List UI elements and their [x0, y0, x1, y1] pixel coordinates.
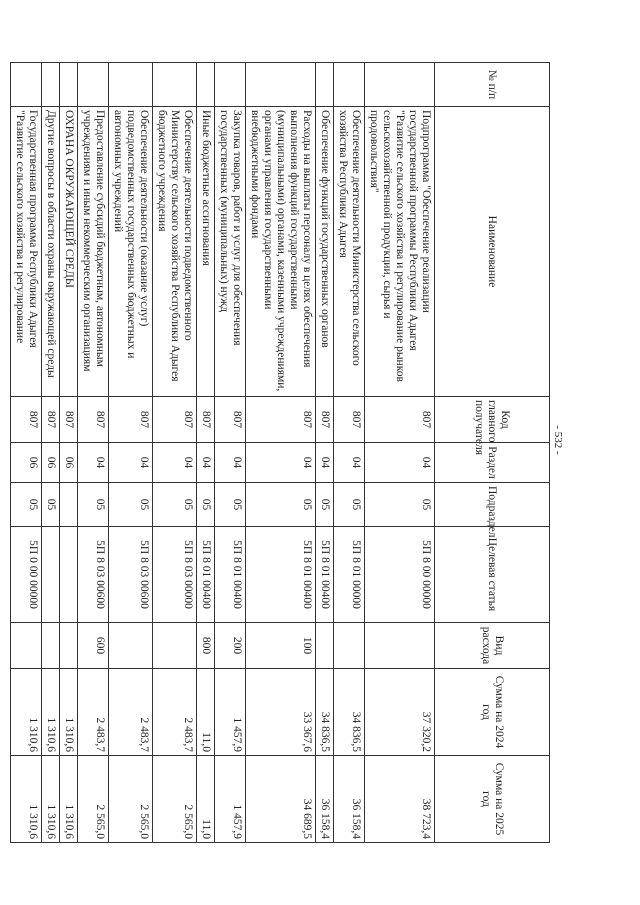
cell-target — [60, 527, 78, 623]
table-row — [365, 63, 435, 843]
table-row — [316, 63, 334, 843]
cell-target: 5П 8 01 00400 — [197, 527, 215, 623]
header-section: Раздел — [435, 443, 550, 483]
cell-section: 04 — [246, 443, 316, 483]
cell-section: 04 — [316, 443, 334, 483]
cell-target: 5П 0 00 00000 — [11, 527, 42, 623]
cell-exptype: 800 — [197, 623, 215, 669]
cell-no — [316, 63, 334, 107]
cell-exptype — [334, 623, 365, 669]
cell-name: Обеспечение функций государственных органов — [316, 107, 334, 397]
cell-subsection: 05 — [215, 483, 246, 527]
cell-subsection: 05 — [109, 483, 153, 527]
cell-name: Расходы на выплаты персоналу в целях обеспечения выполнения функций государственными (муниципальными) органами, казенными учреждениями, органами управления государственными внебюджетными фондами — [246, 107, 316, 397]
table-row — [78, 63, 109, 843]
cell-subsection: 05 — [365, 483, 435, 527]
cell-name: Подпрограмма "Обеспечение реализации государственной программы Республики Адыгея "Развитие сельского хозяйства и регулирование рынков сельскохозяйственной продукции, сырья и продовольствия" — [365, 107, 435, 397]
cell-sum-2025: 36 158,4 — [316, 756, 334, 843]
cell-no — [246, 63, 316, 107]
cell-exptype: 200 — [215, 623, 246, 669]
cell-target: 5П 8 01 00400 — [215, 527, 246, 623]
table-row — [11, 63, 42, 843]
table-row — [60, 63, 78, 843]
table-row — [246, 63, 316, 843]
table-row — [215, 63, 246, 843]
page-number: - 532 - — [552, 425, 564, 455]
header-name: Наименование — [435, 107, 550, 397]
cell-no — [109, 63, 153, 107]
cell-no — [60, 63, 78, 107]
cell-sum-2024: 1 457,9 — [215, 669, 246, 756]
cell-target: 5П 8 01 00400 — [246, 527, 316, 623]
cell-section: 04 — [215, 443, 246, 483]
cell-sum-2025: 11,0 — [197, 756, 215, 843]
table-row — [42, 63, 60, 843]
header-sum-2025: Сумма на 2025 год — [435, 756, 550, 843]
cell-target: 5П 8 00 00000 — [365, 527, 435, 623]
cell-section: 04 — [153, 443, 197, 483]
cell-target: 5П 8 03 00600 — [78, 527, 109, 623]
cell-code: 807 — [334, 397, 365, 443]
cell-sum-2024: 37 320,2 — [365, 669, 435, 756]
cell-sum-2025: 2 565,0 — [78, 756, 109, 843]
cell-exptype: 100 — [246, 623, 316, 669]
header-code: Код главного получателя — [435, 397, 550, 443]
cell-code: 807 — [60, 397, 78, 443]
cell-target: 5П 8 03 00000 — [153, 527, 197, 623]
cell-sum-2025: 1 457,9 — [215, 756, 246, 843]
cell-code: 807 — [316, 397, 334, 443]
header-no: № п/п — [435, 63, 550, 107]
cell-code: 807 — [365, 397, 435, 443]
cell-code: 807 — [153, 397, 197, 443]
cell-subsection: 05 — [78, 483, 109, 527]
cell-no — [78, 63, 109, 107]
cell-sum-2025: 34 689,5 — [246, 756, 316, 843]
cell-sum-2025: 2 565,0 — [109, 756, 153, 843]
cell-subsection: 05 — [246, 483, 316, 527]
cell-code: 807 — [197, 397, 215, 443]
cell-sum-2024: 34 836,5 — [316, 669, 334, 756]
cell-sum-2024: 2 483,7 — [78, 669, 109, 756]
cell-target — [42, 527, 60, 623]
cell-sum-2025: 1 310,6 — [42, 756, 60, 843]
cell-section: 04 — [197, 443, 215, 483]
cell-code: 807 — [11, 397, 42, 443]
cell-sum-2025: 38 723,4 — [365, 756, 435, 843]
cell-no — [365, 63, 435, 107]
cell-name: ОХРАНА ОКРУЖАЮЩЕЙ СРЕДЫ — [60, 107, 78, 397]
table-row — [334, 63, 365, 843]
cell-code: 807 — [246, 397, 316, 443]
cell-subsection: 05 — [153, 483, 197, 527]
cell-code: 807 — [109, 397, 153, 443]
cell-code: 807 — [78, 397, 109, 443]
table-header-row — [435, 63, 550, 843]
cell-sum-2024: 34 836,5 — [334, 669, 365, 756]
cell-sum-2025: 2 565,0 — [153, 756, 197, 843]
cell-section: 06 — [11, 443, 42, 483]
cell-no — [215, 63, 246, 107]
cell-exptype — [365, 623, 435, 669]
cell-code: 807 — [215, 397, 246, 443]
table-row — [153, 63, 197, 843]
budget-table-sheet — [14, 62, 550, 842]
cell-subsection: 05 — [334, 483, 365, 527]
cell-section: 04 — [78, 443, 109, 483]
cell-name: Государственная программа Республики Адыгея "Развитие сельского хозяйства и регулирование — [11, 107, 42, 397]
cell-sum-2024: 11,0 — [197, 669, 215, 756]
budget-table — [10, 62, 550, 843]
cell-target: 5П 8 01 00400 — [316, 527, 334, 623]
cell-exptype — [60, 623, 78, 669]
cell-subsection: 05 — [197, 483, 215, 527]
cell-exptype: 600 — [78, 623, 109, 669]
cell-name: Обеспечение деятельности подведомственного Министерству сельского хозяйства Республики Адыгея бюджетного учреждения — [153, 107, 197, 397]
cell-target: 5П 8 01 00000 — [334, 527, 365, 623]
cell-subsection: 05 — [11, 483, 42, 527]
table-body — [11, 63, 435, 843]
header-exptype: Вид расхода — [435, 623, 550, 669]
cell-subsection: 05 — [316, 483, 334, 527]
cell-sum-2024: 2 483,7 — [109, 669, 153, 756]
cell-exptype — [153, 623, 197, 669]
cell-no — [42, 63, 60, 107]
cell-sum-2024: 1 310,6 — [11, 669, 42, 756]
cell-sum-2024: 1 310,6 — [42, 669, 60, 756]
cell-no — [197, 63, 215, 107]
cell-code: 807 — [42, 397, 60, 443]
cell-no — [153, 63, 197, 107]
cell-section: 04 — [334, 443, 365, 483]
cell-section: 04 — [365, 443, 435, 483]
cell-no — [334, 63, 365, 107]
cell-sum-2024: 1 310,6 — [60, 669, 78, 756]
cell-section: 06 — [60, 443, 78, 483]
cell-target: 5П 8 03 00600 — [109, 527, 153, 623]
cell-exptype — [109, 623, 153, 669]
cell-exptype — [316, 623, 334, 669]
cell-sum-2025: 1 310,6 — [60, 756, 78, 843]
cell-sum-2024: 33 367,6 — [246, 669, 316, 756]
cell-no — [11, 63, 42, 107]
cell-section: 04 — [109, 443, 153, 483]
cell-subsection — [60, 483, 78, 527]
cell-sum-2025: 36 158,4 — [334, 756, 365, 843]
cell-name: Иные бюджетные ассигнования — [197, 107, 215, 397]
cell-subsection: 05 — [42, 483, 60, 527]
cell-sum-2025: 1 310,6 — [11, 756, 42, 843]
cell-section: 06 — [42, 443, 60, 483]
cell-name: Обеспечение деятельности Министерства сельского хозяйства Республики Адыгея — [334, 107, 365, 397]
cell-name: Другие вопросы в области охраны окружающей среды — [42, 107, 60, 397]
cell-exptype — [11, 623, 42, 669]
cell-sum-2024: 2 483,7 — [153, 669, 197, 756]
header-sum-2024: Сумма на 2024 год — [435, 669, 550, 756]
cell-exptype — [42, 623, 60, 669]
table-row — [109, 63, 153, 843]
rotated-sheet-viewport — [14, 62, 550, 842]
cell-name: Обеспечение деятельности (оказание услуг) подведомственных государственных бюджетных и автономных учреждений — [109, 107, 153, 397]
cell-name: Закупка товаров, работ и услуг для обеспечения государственных (муниципальных) нужд — [215, 107, 246, 397]
table-row — [197, 63, 215, 843]
header-target: Целевая статья — [435, 527, 550, 623]
cell-name: Предоставление субсидий бюджетным, автономным учреждениям и иным некоммерческим организациям — [78, 107, 109, 397]
header-subsection: Подраздел — [435, 483, 550, 527]
